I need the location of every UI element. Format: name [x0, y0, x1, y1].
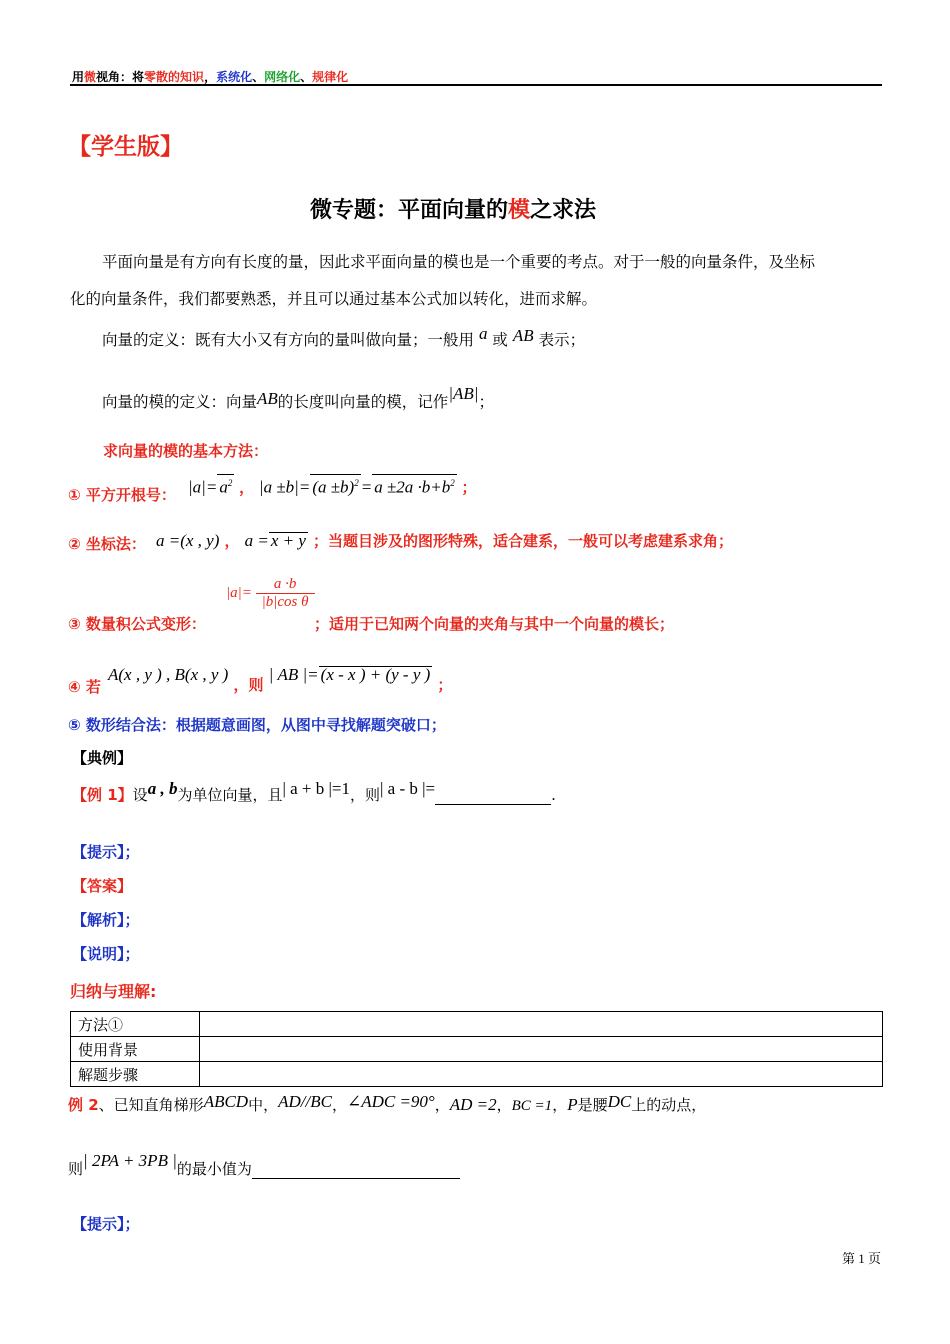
examples-heading: 【典例】 — [72, 749, 133, 767]
table-label: 方法① — [71, 1012, 200, 1037]
method-5: ⑤ 数形结合法：根据题意画图，从图中寻找解题突破口； — [68, 716, 446, 734]
hint-2: 【提示】； — [72, 1215, 140, 1233]
method-4-formula: A(x , y ) , B(x , y ) ，则 | AB |= (x - x ) + (y - y ) ； — [108, 665, 453, 694]
page-header: 用微视角：将零散的知识，系统化、网络化、规律化 — [72, 70, 349, 84]
method-3-desc: ；适用于已知两个向量的夹角与其中一个向量的模长； — [314, 615, 675, 633]
methods-heading: 求向量的模的基本方法： — [103, 442, 269, 460]
example-2: 例 2、已知直角梯形ABCD中，AD//BC，∠ADC =90°，AD =2，BC =1，P是腰DC上的动点， — [68, 1092, 707, 1114]
table-row — [71, 1062, 883, 1087]
analysis-1: 【解析】； — [72, 911, 140, 929]
table-row — [71, 1012, 883, 1037]
student-version-badge: 【学生版】 — [68, 134, 183, 160]
answer-blank-1[interactable] — [435, 786, 551, 805]
page-number: 第 1 页 — [842, 1251, 882, 1266]
method-2-label: ② 坐标法： — [68, 535, 146, 553]
table-row — [71, 1037, 883, 1062]
note-1: 【说明】； — [72, 945, 140, 963]
hint-1: 【提示】； — [72, 843, 140, 861]
intro-line-1: 平面向量是有方向有长度的量，因此求平面向量的模也是一个重要的考点。对于一般的向量条件，及坐标 — [102, 253, 816, 271]
answer-blank-2[interactable] — [252, 1160, 460, 1179]
answer-1: 【答案】 — [72, 877, 133, 895]
method-1-label: ① 平方开根号： — [68, 486, 176, 504]
vector-definition: 向量的定义：既有大小又有方向的量叫做向量；一般用 a 或 AB 表示； — [102, 324, 586, 349]
table-cell[interactable] — [200, 1012, 883, 1037]
table-cell[interactable] — [200, 1037, 883, 1062]
method-4-label: ④ 若 — [68, 678, 101, 696]
method-3-formula: |a|= $\frac{a \cdot b}{\text{|b|cos θ}}$ — [226, 576, 315, 611]
table-label: 解题步骤 — [71, 1062, 200, 1087]
header-divider — [70, 84, 882, 86]
method-table — [70, 1011, 883, 1087]
method-3-label: ③ 数量积公式变形： — [68, 615, 206, 633]
intro-line-2: 化的向量条件，我们都要熟悉，并且可以通过基本公式加以转化，进而求解。 — [70, 290, 598, 308]
method-2-formula: a =(x , y) ， a = x + y ；当题目涉及的图形特殊，适合建系，一般可以考虑建系求角； — [156, 531, 733, 550]
page-title: 微专题：平面向量的模之求法 — [310, 198, 597, 223]
modulus-definition: 向量的模的定义：向量AB的长度叫向量的模，记作|AB|； — [102, 384, 494, 411]
table-label: 使用背景 — [71, 1037, 200, 1062]
example-1: 【例 1】设a , b为单位向量，且| a + b |=1，则| a - b |= . — [72, 779, 556, 804]
method-1-formula: $|a|= a^2$ ， $|a \pm b|= (a \pm b)^2 = a \pm 2a \cdot b+b^2$ ； — [188, 474, 477, 498]
example-2-line-2: 则| 2PA + 3PB |的最小值为 — [68, 1158, 460, 1179]
summary-heading: 归纳与理解: — [70, 982, 157, 1001]
table-cell[interactable] — [200, 1062, 883, 1087]
